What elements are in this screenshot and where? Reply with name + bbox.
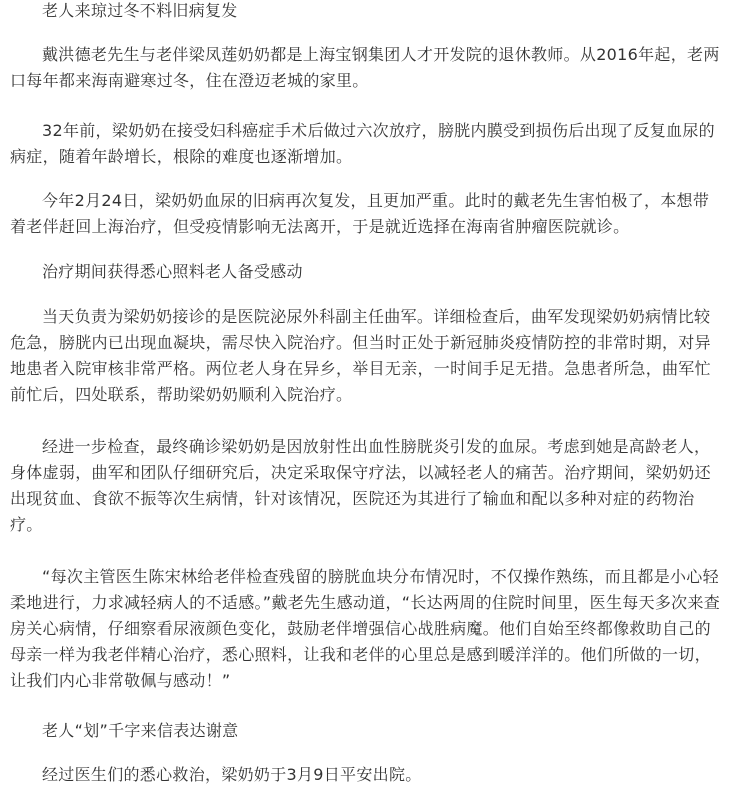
section-heading-1: 老人来琼过冬不料旧病复发 (42, 1, 238, 20)
paragraph-4: 当天负责为梁奶奶接诊的是医院泌尿外科副主任曲军。详细检查后，曲军发现梁奶奶病情比较危急，膀胱内已出现血凝块，需尽快入院治疗。但当时正处于新冠肺炎疫情防控的非常时期，对异地患者入院审核非常严格。两位老人身在异乡，举目无亲，一时间手足无措。急患者所急，曲军忙前忙后，四处联系，帮助梁奶奶顺利入院治疗。 (10, 307, 711, 404)
paragraph-3: 今年2月24日，梁奶奶血尿的旧病再次复发，且更加严重。此时的戴老先生害怕极了，本想带着老伴赶回上海治疗，但受疫情影响无法离开，于是就近选择在海南省肿瘤医院就诊。 (10, 191, 710, 236)
paragraph-7: 经过医生们的悉心救治，梁奶奶于3月9日平安出院。 (42, 765, 422, 784)
paragraph-5: 经进一步检查，最终确诊梁奶奶是因放射性出血性膀胱炎引发的血尿。考虑到她是高龄老人，身体虚弱，曲军和团队仔细研究后，决定采取保守疗法，以减轻老人的痛苦。治疗期间，梁奶奶还出现贫血、食欲不振等次生病情，针对该情况，医院还为其进行了输血和配以多种对症的药物治疗。 (10, 437, 711, 534)
section-heading-3: 老人“划”千字来信表达谢意 (42, 721, 239, 740)
paragraph-1: 戴洪德老先生与老伴梁凤莲奶奶都是上海宝钢集团人才开发院的退休教师。从2016年起，老两口每年都来海南避寒过冬，住在澄迈老城的家里。 (10, 45, 720, 90)
section-heading-2: 治疗期间获得悉心照料老人备受感动 (42, 262, 303, 281)
paragraph-2: 32年前，梁奶奶在接受妇科癌症手术后做过六次放疗，膀胱内膜受到损伤后出现了反复血尿的病症，随着年龄增长，根除的难度也逐渐增加。 (10, 121, 715, 166)
paragraph-6: “每次主管医生陈宋林给老伴检查残留的膀胱血块分布情况时，不仅操作熟练，而且都是小心轻柔地进行，力求减轻病人的不适感。”戴老先生感动道，“长达两周的住院时间里，医生每天多次来查房关心病情，仔细察看尿液颜色变化，鼓励老伴增强信心战胜病魔。他们自始至终都像救助自己的母亲一样为我老伴精心治疗，悉心照料，让我和老伴的心里总是感到暖洋洋的。他们所做的一切，让我们内心非常敬佩与感动！” (10, 567, 721, 690)
